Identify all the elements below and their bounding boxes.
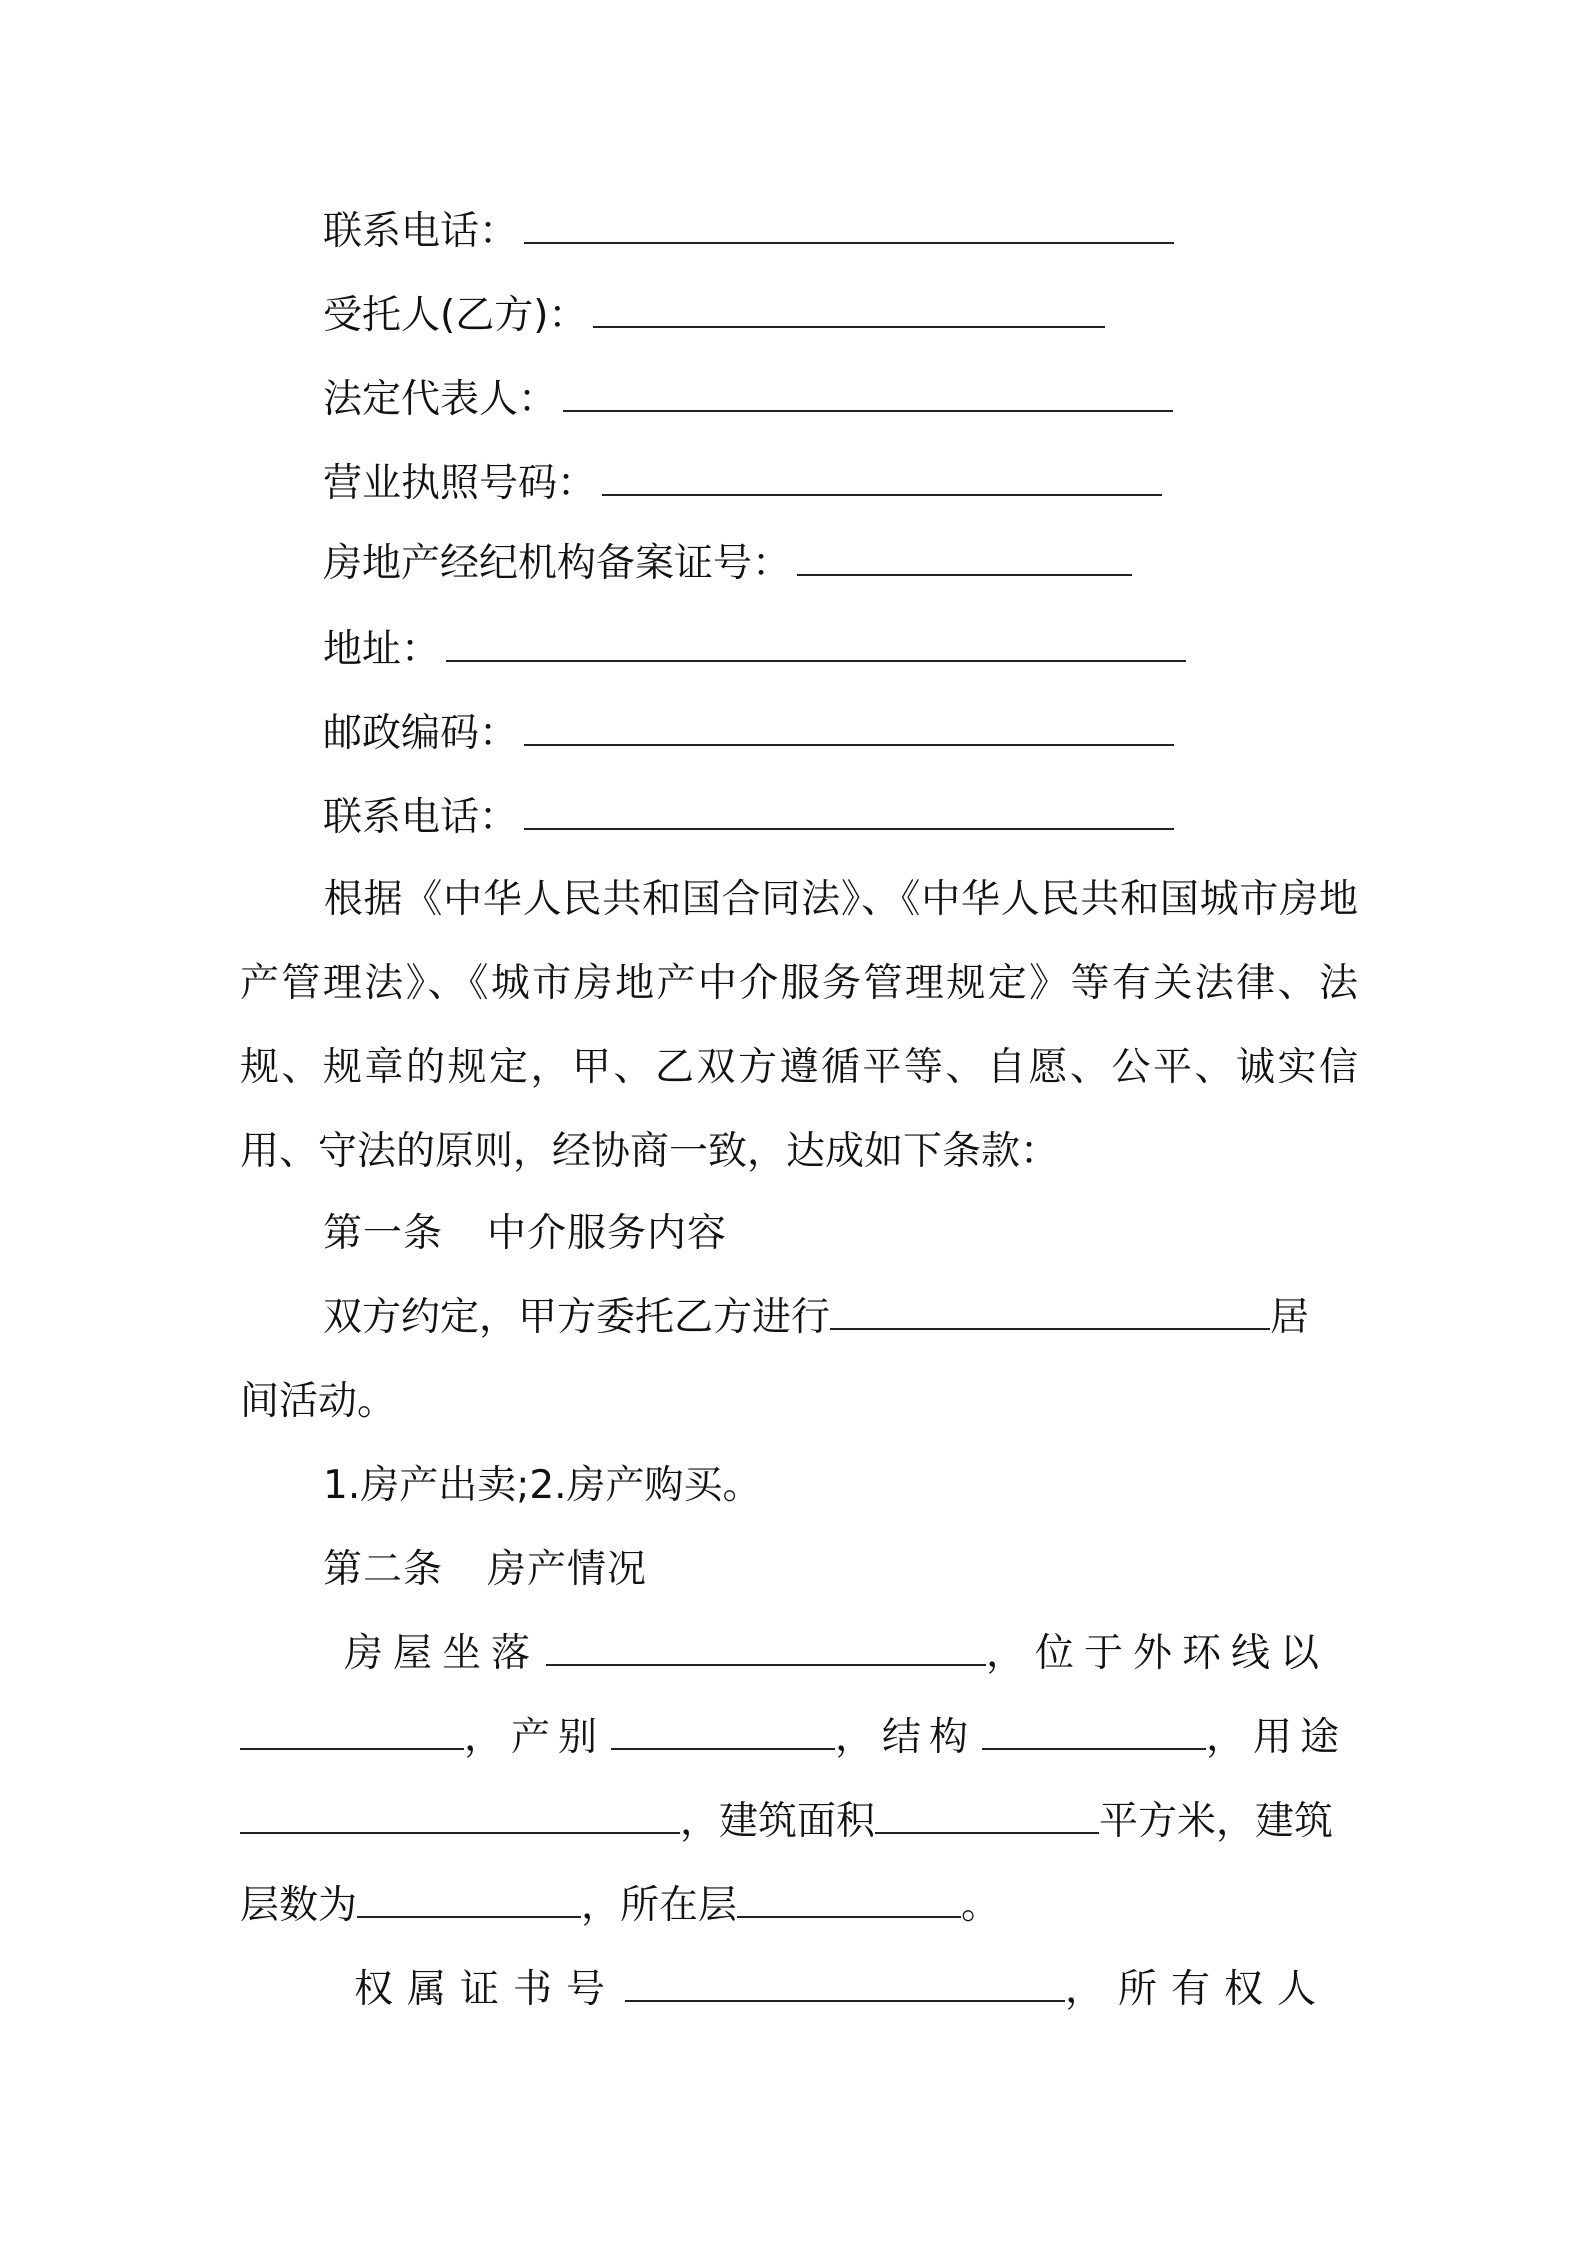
blank-line[interactable]: [737, 1915, 961, 1918]
field-address: [323, 608, 1441, 692]
house-line-3: [240, 1780, 1358, 1864]
house-line-1: [344, 1612, 1358, 1696]
field-agency-record-no: [323, 522, 1441, 606]
house-floor-at-label: ，所在层: [581, 1883, 738, 1928]
article-number: 第二条: [323, 1547, 444, 1592]
house-owner-label: ，所有权人: [1065, 1967, 1331, 2012]
house-line-5: [354, 1948, 1358, 2032]
article-number: 第一条: [323, 1211, 444, 1256]
blank-line[interactable]: [797, 573, 1132, 576]
article1-items: [323, 1444, 1441, 1528]
blank-line[interactable]: [875, 1831, 1099, 1834]
house-location-label: 房屋坐落: [344, 1631, 541, 1676]
blank-line[interactable]: [524, 827, 1174, 830]
intro-paragraph: [240, 858, 1358, 1194]
blank-line[interactable]: [357, 1915, 581, 1918]
blank-line[interactable]: [446, 659, 1186, 662]
house-type-label: ，产别: [464, 1715, 606, 1760]
blank-line[interactable]: [546, 1663, 986, 1666]
blank-line[interactable]: [240, 1831, 680, 1834]
article1-text-end: 居: [1270, 1295, 1310, 1340]
blank-line[interactable]: [625, 1999, 1065, 2002]
blank-line[interactable]: [830, 1327, 1270, 1330]
blank-line[interactable]: [563, 409, 1173, 412]
house-area-label: ，建筑面积: [680, 1799, 876, 1844]
field-postcode: [323, 692, 1441, 776]
house-end: 。: [961, 1883, 1001, 1928]
article-title: 房产情况: [487, 1547, 648, 1592]
house-cert-label: 权属证书号: [354, 1967, 620, 2012]
blank-line[interactable]: [982, 1747, 1206, 1750]
house-use-label: ，用途: [1206, 1715, 1348, 1760]
intro-text: 根据《中华人民共和国合同法》、《中华人民共和国城市房地产管理法》、《城市房地产中介服务管理规定》等有关法律、法规、规章的规定，甲、乙双方遵循平等、自愿、公平、诚实信用、守法的原则，经协商一致，达成如下条款：: [240, 877, 1358, 1174]
article1-heading: [323, 1192, 1441, 1276]
article1-text-cont: [240, 1360, 1358, 1444]
blank-line[interactable]: [602, 493, 1162, 496]
house-sqm-label: 平方米，建筑: [1099, 1799, 1334, 1844]
article-title: 中介服务内容: [487, 1211, 728, 1256]
blank-line[interactable]: [593, 325, 1105, 328]
field-contact-phone-b: [323, 776, 1441, 860]
field-label: 联系电话：: [323, 795, 519, 840]
article1-items-text: 1.房产出卖;2.房产购买。: [323, 1463, 762, 1508]
blank-line[interactable]: [524, 743, 1174, 746]
article1-text-continued: 间活动。: [240, 1379, 397, 1424]
field-label: 地址：: [323, 627, 441, 672]
field-legal-rep: [323, 358, 1441, 442]
field-license-no: [323, 442, 1441, 526]
blank-line[interactable]: [240, 1747, 464, 1750]
field-trustee: [323, 274, 1441, 358]
field-label: 联系电话：: [323, 209, 519, 254]
field-label: 法定代表人：: [323, 377, 558, 422]
blank-line[interactable]: [611, 1747, 835, 1750]
house-floors-label: 层数为: [240, 1883, 358, 1928]
field-contact-phone-a: [323, 190, 1441, 274]
house-line-2: [240, 1696, 1358, 1780]
house-loop-label: ，位于外环线以: [986, 1631, 1330, 1676]
field-label: 受托人(乙方)：: [323, 293, 588, 338]
house-line-4: [240, 1864, 1358, 1948]
article1-text-line: [323, 1276, 1358, 1360]
blank-line[interactable]: [524, 241, 1174, 244]
field-label: 营业执照号码：: [323, 461, 597, 506]
house-structure-label: ，结构: [835, 1715, 977, 1760]
article2-heading: [323, 1528, 1441, 1612]
field-label: 邮政编码：: [323, 711, 519, 756]
field-label: 房地产经纪机构备案证号：: [323, 541, 792, 586]
article1-text: 双方约定，甲方委托乙方进行: [323, 1295, 831, 1340]
